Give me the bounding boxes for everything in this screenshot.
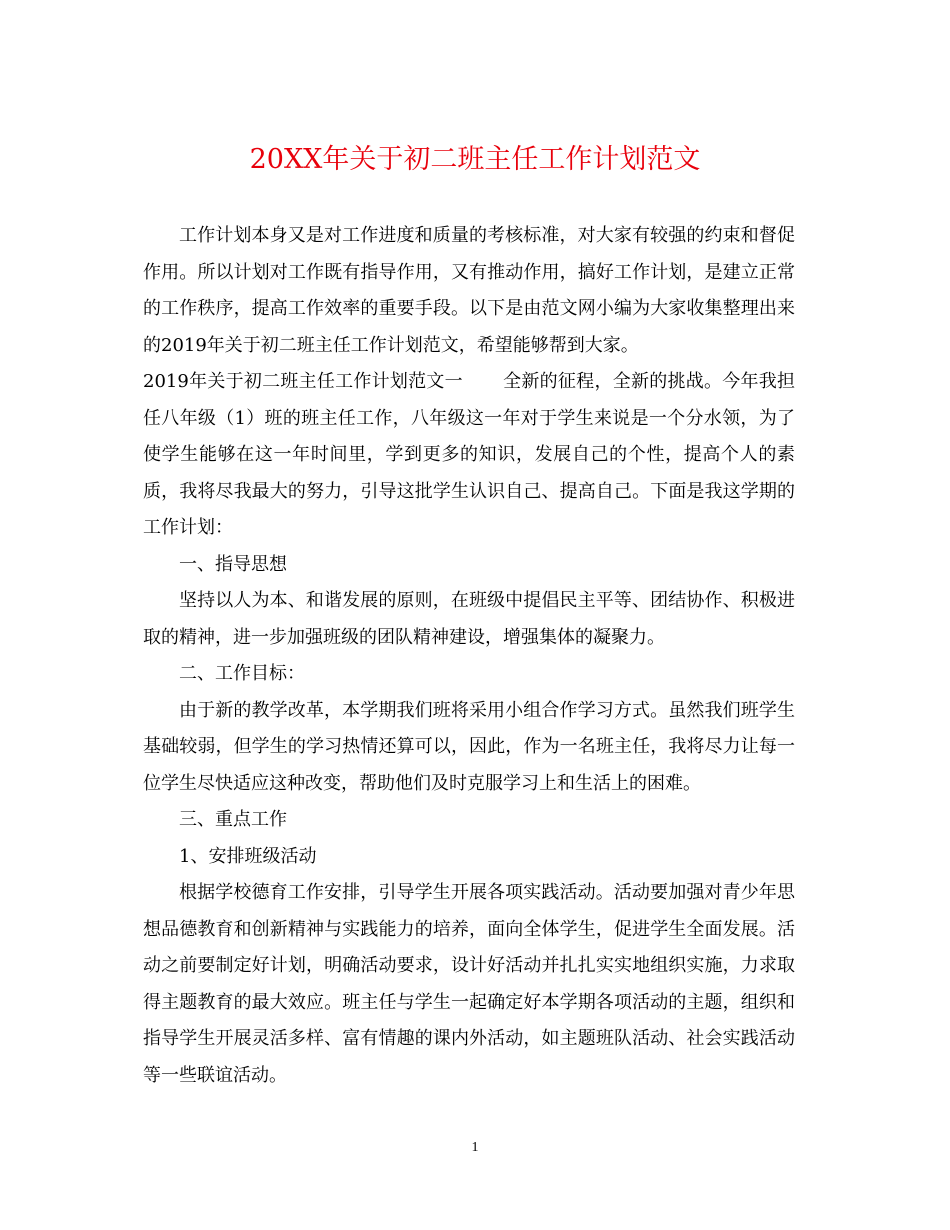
subsection1-title: 1、安排班级活动: [179, 845, 317, 867]
section1-title: 一、指导思想: [179, 553, 287, 575]
section2-title: 二、工作目标：: [179, 663, 305, 684]
section2-text: 由于新的教学改革，本学期我们班将采用小组合作学习方式。虽然我们班学生基础较弱，但学生的学习热情还算可以，因此，作为一名班主任，我将尽力让每一位学生尽快适应这种改变，帮助他们及时克服学习上和生活上的困难。: [143, 699, 795, 794]
document-title: 20XX年关于初二班主任工作计划范文: [249, 144, 701, 175]
intro-paragraph: 工作计划本身又是对工作进度和质量的考核标准，对大家有较强的约束和督促作用。所以计划对工作既有指导作用，又有推动作用，搞好工作计划，是建立正常的工作秩序，提高工作效率的重要手段。以下是由范文网小编为大家收集整理出来的2019年关于初二班主任工作计划范文，希望能够帮到大家。: [143, 225, 795, 356]
sample-heading: 2019年关于初二班主任工作计划范文一: [143, 371, 463, 392]
section3-title: 三、重点工作: [179, 809, 287, 830]
subsection1-text: 根据学校德育工作安排，引导学生开展各项实践活动。活动要加强对青少年思想品德教育和创新精神与实践能力的培养，面向全体学生，促进学生全面发展。活动之前要制定好计划，明确活动要求，设计好活动并扎扎实实地组织实施，力求取得主题教育的最大效应。班主任与学生一起确定好本学期各项活动的主题，组织和指导学生开展灵活多样、富有情趣的课内外活动，如主题班队活动、社会实践活动等一些联谊活动。: [143, 882, 795, 1086]
section1-text: 坚持以人为本、和谐发展的原则，在班级中提倡民主平等、团结协作、积极进取的精神，进一步加强班级的团队精神建设，增强集体的凝聚力。: [143, 590, 795, 648]
page-number: 1: [471, 1140, 479, 1155]
document-body: [143, 218, 795, 1094]
sample-intro: 全新的征程，全新的挑战。今年我担任八年级（1）班的班主任工作，八年级这一年对于学生来说是一个分水领，为了使学生能够在这一年时间里，学到更多的知识，发展自己的个性，提高个人的素质，我将尽我最大的努力，引导这批学生认识自己、提高自己。下面是我这学期的工作计划：: [143, 371, 795, 538]
sample-paragraph: [143, 364, 795, 547]
